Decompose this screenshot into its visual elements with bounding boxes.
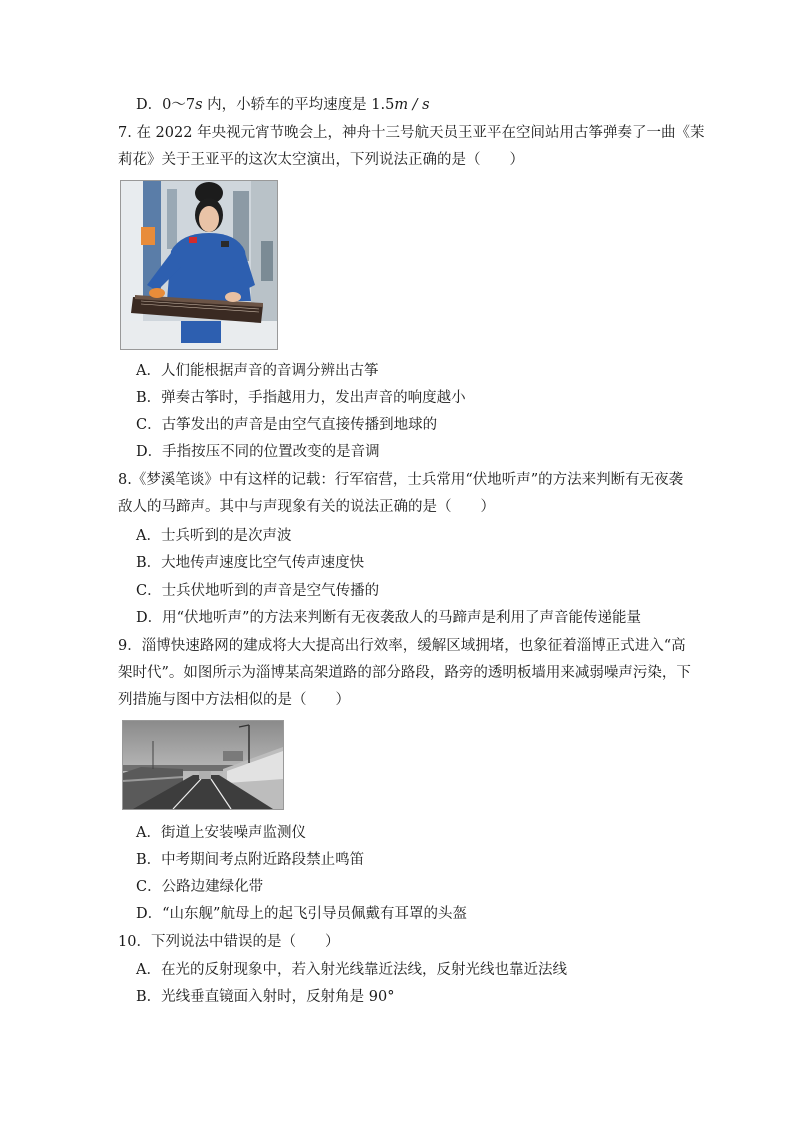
q9-option-c: C．公路边建绿化带: [136, 879, 264, 895]
q7-option-a: A．人们能根据声音的音调分辨出古筝: [136, 363, 379, 379]
q8-option-d: D．用“伏地听声”的方法来判断有无夜袭敌人的马蹄声是利用了声音能传递能量: [136, 610, 641, 626]
q7-stem-line1: 7. 在 2022 年央视元宵节晚会上，神舟十三号航天员王亚平在空间站用古筝弹奏了一曲《茉: [118, 125, 705, 141]
q9-option-a: A．街道上安装噪声监测仪: [136, 825, 306, 841]
q8-stem-line1: 8.《梦溪笔谈》中有这样的记载：行军宿营，士兵常用“伏地听声”的方法来判断有无夜袭: [118, 472, 684, 488]
q8-option-c: C．士兵伏地听到的声音是空气传播的: [136, 583, 380, 599]
q7-option-c: C．古筝发出的声音是由空气直接传播到地球的: [136, 417, 438, 433]
q7-option-b: B．弹奏古筝时，手指越用力，发出声音的响度越小: [136, 390, 466, 406]
q7-stem-line2: 莉花》关于王亚平的这次太空演出，下列说法正确的是（ ）: [118, 152, 524, 168]
q10-option-b: B．光线垂直镜面入射时，反射角是 90°: [136, 989, 395, 1005]
q9-option-d: D．“山东舰”航母上的起飞引导员佩戴有耳罩的头盔: [136, 906, 467, 922]
q8-option-b: B．大地传声速度比空气传声速度快: [136, 555, 365, 571]
q9-stem-line1: 9．淄博快速路网的建成将大大提高出行效率，缓解区域拥堵，也象征着淄博正式进入“高: [118, 638, 686, 654]
q6-option-d: D．0～7s 内，小轿车的平均速度是 1.5m / s: [136, 97, 430, 113]
q9-stem-line2: 架时代”。如图所示为淄博某高架道路的部分路段，路旁的透明板墙用来减弱噪声污染，下: [118, 665, 691, 681]
q8-option-a: A．士兵听到的是次声波: [136, 528, 292, 544]
q7-option-d: D．手指按压不同的位置改变的是音调: [136, 444, 380, 460]
q10-stem: 10．下列说法中错误的是（ ）: [118, 934, 340, 950]
astronaut-guzheng-photo: [120, 180, 278, 350]
q9-stem-line3: 列措施与图中方法相似的是（ ）: [118, 692, 350, 708]
q8-stem-line2: 敌人的马蹄声。其中与声现象有关的说法正确的是（ ）: [118, 499, 495, 515]
q9-option-b: B．中考期间考点附近路段禁止鸣笛: [136, 852, 365, 868]
q10-option-a: A．在光的反射现象中，若入射光线靠近法线，反射光线也靠近法线: [136, 962, 567, 978]
elevated-road-photo: [122, 720, 284, 810]
